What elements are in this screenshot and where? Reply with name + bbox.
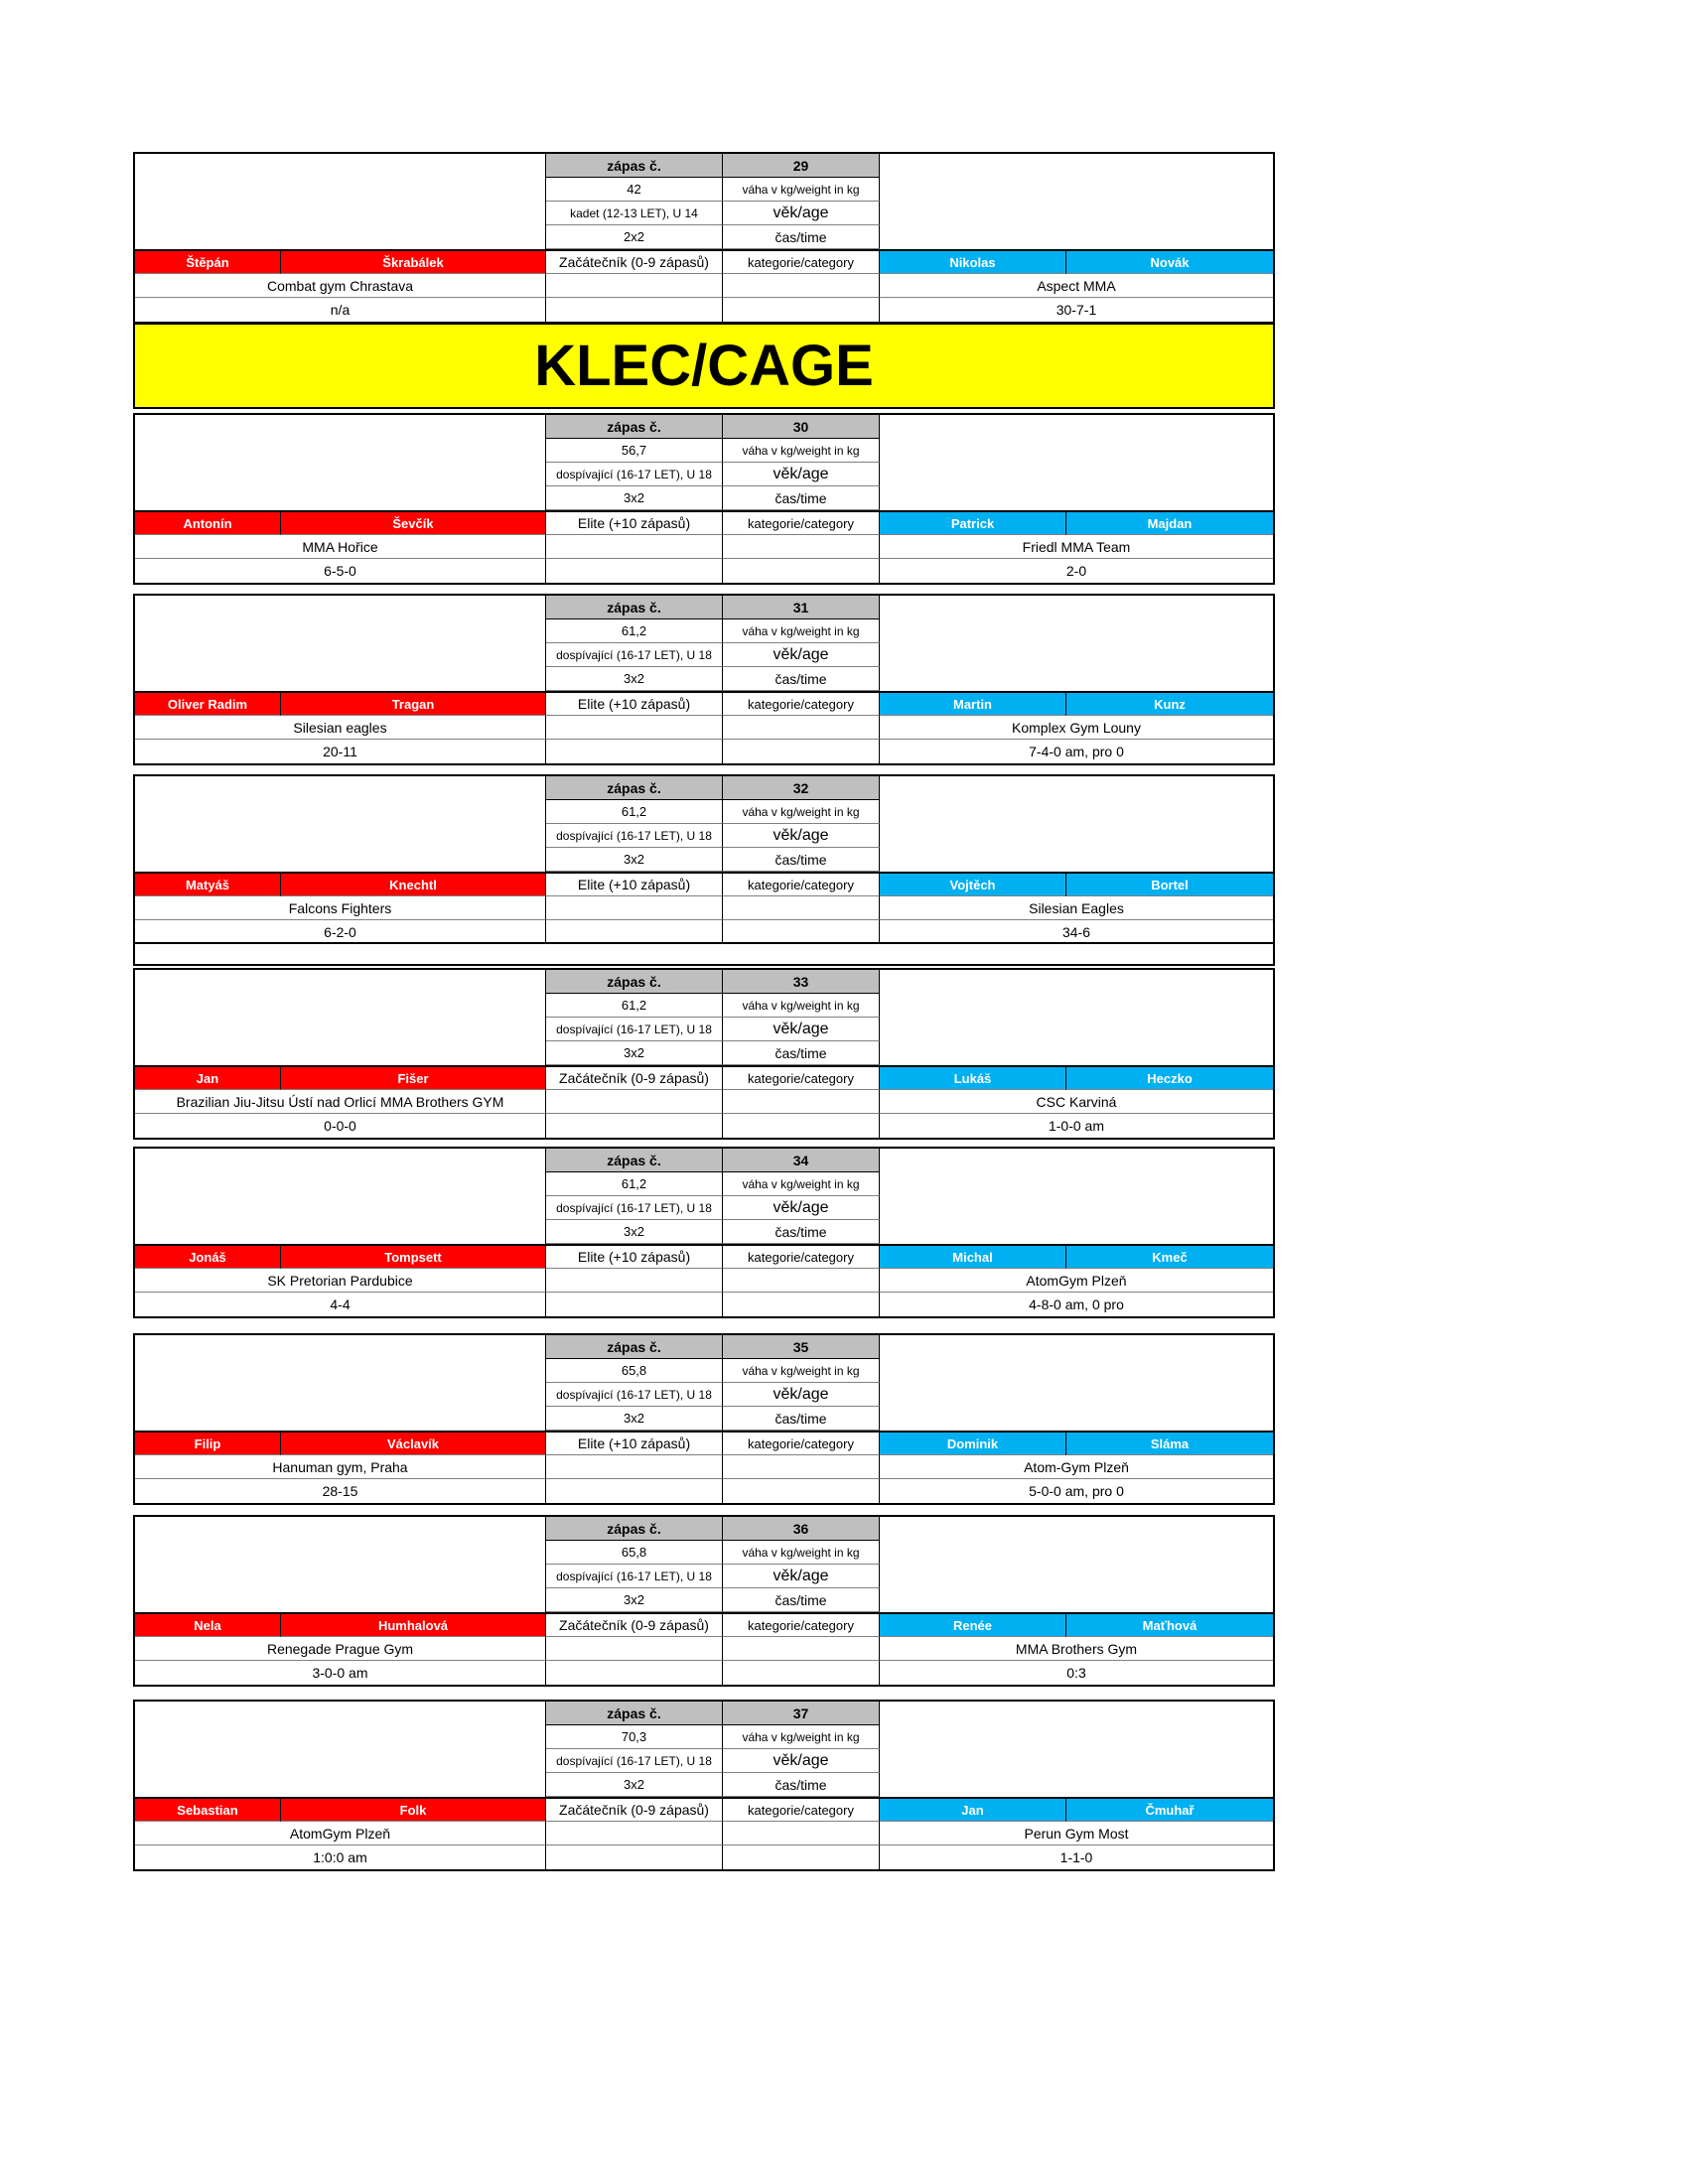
match-number-label: zápas č. (546, 596, 723, 619)
red-empty-area (135, 154, 546, 249)
age-label: věk/age (723, 1565, 880, 1588)
red-gym: Silesian eagles (135, 716, 546, 740)
weight-label: váha v kg/weight in kg (723, 439, 880, 463)
empty-cell (546, 1090, 723, 1114)
blue-empty-area (880, 970, 1273, 1065)
blue-gym: Aspect MMA (880, 274, 1273, 298)
empty-cell (546, 1637, 723, 1661)
age-value: dospívající (16-17 LET), U 18 (546, 463, 723, 486)
match-number-label: zápas č. (546, 1149, 723, 1172)
red-first-name: Jonáš (135, 1244, 281, 1269)
blue-first-name: Lukáš (880, 1065, 1066, 1090)
red-gym: Combat gym Chrastava (135, 274, 546, 298)
blue-record: 0:3 (1066, 1665, 1086, 1681)
blue-first-name: Michal (880, 1244, 1066, 1269)
empty-cell (546, 1293, 723, 1316)
red-record: 28-15 (135, 1479, 546, 1503)
red-last-name: Václavík (281, 1431, 546, 1455)
time-value: 3x2 (546, 848, 723, 872)
match-block-34 (133, 1147, 1275, 1318)
empty-separator-row (133, 942, 1275, 966)
red-first-name: Jan (135, 1065, 281, 1090)
red-first-name: Filip (135, 1431, 281, 1455)
time-label: čas/time (723, 1220, 880, 1244)
age-value: dospívající (16-17 LET), U 18 (546, 1018, 723, 1041)
time-value: 3x2 (546, 1407, 723, 1431)
red-empty-area (135, 596, 546, 691)
red-gym: AtomGym Plzeň (135, 1822, 546, 1845)
weight-value: 42 (546, 178, 723, 202)
category-value: Elite (+10 zápasů) (546, 872, 723, 896)
weight-value: 65,8 (546, 1541, 723, 1565)
blue-last-name: Čmuhař (1066, 1797, 1273, 1822)
blue-last-name: Sláma (1066, 1431, 1273, 1455)
red-last-name: Folk (281, 1797, 546, 1822)
empty-cell (723, 559, 880, 583)
age-value: dospívající (16-17 LET), U 18 (546, 1565, 723, 1588)
match-number: 31 (723, 596, 880, 619)
category-value: Elite (+10 zápasů) (546, 510, 723, 535)
category-label: kategorie/category (723, 1065, 880, 1090)
red-empty-area (135, 415, 546, 510)
match-number: 29 (723, 154, 880, 178)
weight-value: 61,2 (546, 1172, 723, 1196)
blue-gym: Komplex Gym Louny (880, 716, 1273, 740)
age-label: věk/age (723, 1018, 880, 1041)
empty-cell (723, 1661, 880, 1685)
empty-cell (723, 535, 880, 559)
empty-cell (723, 1090, 880, 1114)
blue-record: 30-7-1 (1055, 302, 1097, 318)
red-first-name: Antonín (135, 510, 281, 535)
match-number-label: zápas č. (546, 1517, 723, 1541)
category-label: kategorie/category (723, 1612, 880, 1637)
category-value: Začátečník (0-9 zápasů) (546, 1797, 723, 1822)
blue-gym: CSC Karviná (880, 1090, 1273, 1114)
match-block-31 (133, 594, 1275, 765)
empty-cell (546, 920, 723, 944)
red-gym: SK Pretorian Pardubice (135, 1269, 546, 1293)
red-empty-area (135, 970, 546, 1065)
red-first-name: Štěpán (135, 249, 281, 274)
category-label: kategorie/category (723, 691, 880, 716)
red-record: 20-11 (135, 740, 546, 763)
blue-record: 5-0-0 am, pro 0 (1029, 1483, 1124, 1499)
match-number: 35 (723, 1335, 880, 1359)
red-empty-area (135, 776, 546, 872)
red-gym: Brazilian Jiu-Jitsu Ústí nad Orlicí MMA Brothers GYM (135, 1090, 546, 1114)
blue-record: 4-8-0 am, 0 pro (1029, 1297, 1124, 1312)
blue-record: 2-0 (1065, 563, 1087, 579)
blue-first-name: Patrick (880, 510, 1066, 535)
category-label: kategorie/category (723, 1244, 880, 1269)
empty-cell (546, 274, 723, 298)
blue-empty-area (880, 1517, 1273, 1612)
empty-cell (546, 1479, 723, 1503)
match-number: 37 (723, 1702, 880, 1725)
time-value: 3x2 (546, 486, 723, 510)
empty-cell (723, 1114, 880, 1138)
time-label: čas/time (723, 486, 880, 510)
weight-label: váha v kg/weight in kg (723, 619, 880, 643)
blue-record: 7-4-0 am, pro 0 (1029, 744, 1124, 759)
blue-empty-area (880, 1702, 1273, 1797)
blue-gym: Perun Gym Most (880, 1822, 1273, 1845)
empty-cell (723, 740, 880, 763)
red-last-name: Tompsett (281, 1244, 546, 1269)
weight-label: váha v kg/weight in kg (723, 178, 880, 202)
empty-cell (546, 896, 723, 920)
weight-value: 65,8 (546, 1359, 723, 1383)
time-value: 3x2 (546, 667, 723, 691)
blue-last-name: Heczko (1066, 1065, 1273, 1090)
empty-cell (546, 298, 723, 322)
match-number: 32 (723, 776, 880, 800)
blue-empty-area (880, 415, 1273, 510)
red-first-name: Matyáš (135, 872, 281, 896)
blue-first-name: Nikolas (880, 249, 1066, 274)
match-block-37 (133, 1700, 1275, 1871)
red-record: 6-5-0 (135, 559, 546, 583)
red-first-name: Oliver Radim (135, 691, 281, 716)
time-label: čas/time (723, 225, 880, 249)
blue-gym: Atom-Gym Plzeň (880, 1455, 1273, 1479)
age-value: dospívající (16-17 LET), U 18 (546, 1383, 723, 1407)
match-number-label: zápas č. (546, 1702, 723, 1725)
empty-cell (723, 896, 880, 920)
red-last-name: Ševčík (281, 510, 546, 535)
empty-cell (723, 1845, 880, 1869)
category-value: Elite (+10 zápasů) (546, 1431, 723, 1455)
red-gym: Hanuman gym, Praha (135, 1455, 546, 1479)
time-label: čas/time (723, 1407, 880, 1431)
blue-last-name: Kunz (1066, 691, 1273, 716)
empty-cell (546, 1114, 723, 1138)
red-record: 6-2-0 (135, 920, 546, 944)
empty-cell (546, 716, 723, 740)
red-record: 3-0-0 am (135, 1661, 546, 1685)
match-number-label: zápas č. (546, 970, 723, 994)
blue-gym: Friedl MMA Team (880, 535, 1273, 559)
blue-first-name: Martin (880, 691, 1066, 716)
empty-cell (546, 740, 723, 763)
category-value: Elite (+10 zápasů) (546, 691, 723, 716)
weight-value: 56,7 (546, 439, 723, 463)
empty-cell (546, 1269, 723, 1293)
blue-gym: AtomGym Plzeň (880, 1269, 1273, 1293)
blue-empty-area (880, 1335, 1273, 1431)
weight-label: váha v kg/weight in kg (723, 1172, 880, 1196)
blue-empty-area (880, 1149, 1273, 1244)
red-record: 4-4 (135, 1293, 546, 1316)
time-label: čas/time (723, 1041, 880, 1065)
age-label: věk/age (723, 1749, 880, 1773)
category-label: kategorie/category (723, 249, 880, 274)
blue-first-name: Dominik (880, 1431, 1066, 1455)
red-last-name: Humhalová (281, 1612, 546, 1637)
age-value: dospívající (16-17 LET), U 18 (546, 1196, 723, 1220)
empty-cell (723, 1269, 880, 1293)
weight-label: váha v kg/weight in kg (723, 994, 880, 1018)
blue-last-name: Kmeč (1066, 1244, 1273, 1269)
empty-cell (723, 716, 880, 740)
age-value: dospívající (16-17 LET), U 18 (546, 824, 723, 848)
time-value: 3x2 (546, 1773, 723, 1797)
category-value: Začátečník (0-9 zápasů) (546, 1612, 723, 1637)
age-value: kadet (12-13 LET), U 14 (546, 202, 723, 225)
red-record: 1:0:0 am (135, 1845, 546, 1869)
age-label: věk/age (723, 463, 880, 486)
red-gym: MMA Hořice (135, 535, 546, 559)
age-label: věk/age (723, 643, 880, 667)
empty-cell (546, 1455, 723, 1479)
red-gym: Falcons Fighters (135, 896, 546, 920)
empty-cell (546, 1845, 723, 1869)
weight-label: váha v kg/weight in kg (723, 1541, 880, 1565)
category-label: kategorie/category (723, 872, 880, 896)
red-empty-area (135, 1335, 546, 1431)
match-block-36 (133, 1515, 1275, 1687)
match-number: 34 (723, 1149, 880, 1172)
empty-cell (723, 1479, 880, 1503)
weight-value: 61,2 (546, 994, 723, 1018)
red-last-name: Tragan (281, 691, 546, 716)
category-label: kategorie/category (723, 1797, 880, 1822)
red-first-name: Sebastian (135, 1797, 281, 1822)
red-empty-area (135, 1702, 546, 1797)
match-block-33 (133, 968, 1275, 1140)
blue-first-name: Vojtěch (880, 872, 1066, 896)
match-number-label: zápas č. (546, 776, 723, 800)
age-label: věk/age (723, 202, 880, 225)
blue-record: 34-6 (1061, 924, 1091, 940)
time-label: čas/time (723, 667, 880, 691)
age-label: věk/age (723, 1196, 880, 1220)
red-last-name: Knechtl (281, 872, 546, 896)
weight-label: váha v kg/weight in kg (723, 1359, 880, 1383)
blue-gym: Silesian Eagles (880, 896, 1273, 920)
cage-banner (133, 323, 1275, 409)
weight-label: váha v kg/weight in kg (723, 1725, 880, 1749)
empty-cell (723, 1455, 880, 1479)
match-block-29 (133, 152, 1275, 324)
category-label: kategorie/category (723, 510, 880, 535)
empty-cell (546, 535, 723, 559)
red-empty-area (135, 1149, 546, 1244)
age-label: věk/age (723, 1383, 880, 1407)
empty-cell (723, 1637, 880, 1661)
empty-cell (546, 1661, 723, 1685)
time-value: 3x2 (546, 1041, 723, 1065)
weight-label: váha v kg/weight in kg (723, 800, 880, 824)
empty-cell (723, 920, 880, 944)
blue-first-name: Jan (880, 1797, 1066, 1822)
blue-empty-area (880, 776, 1273, 872)
red-last-name: Fišer (281, 1065, 546, 1090)
empty-cell (723, 1293, 880, 1316)
match-number: 30 (723, 415, 880, 439)
match-block-32 (133, 774, 1275, 946)
time-value: 3x2 (546, 1220, 723, 1244)
red-last-name: Škrabálek (281, 249, 546, 274)
red-record: n/a (135, 298, 546, 322)
blue-last-name: Novák (1066, 249, 1273, 274)
weight-value: 70,3 (546, 1725, 723, 1749)
match-number: 33 (723, 970, 880, 994)
empty-cell (723, 298, 880, 322)
match-number-label: zápas č. (546, 1335, 723, 1359)
category-value: Začátečník (0-9 zápasů) (546, 1065, 723, 1090)
empty-cell (723, 274, 880, 298)
empty-cell (546, 1822, 723, 1845)
time-value: 3x2 (546, 1588, 723, 1612)
match-number: 36 (723, 1517, 880, 1541)
blue-last-name: Maťhová (1066, 1612, 1273, 1637)
red-record: 0-0-0 (135, 1114, 546, 1138)
category-value: Začátečník (0-9 zápasů) (546, 249, 723, 274)
blue-last-name: Bortel (1066, 872, 1273, 896)
blue-record: 1-0-0 am (1048, 1118, 1105, 1134)
age-label: věk/age (723, 824, 880, 848)
blue-empty-area (880, 154, 1273, 249)
empty-cell (546, 559, 723, 583)
blue-empty-area (880, 596, 1273, 691)
weight-value: 61,2 (546, 619, 723, 643)
cage-banner-text: KLEC/CAGE (534, 334, 874, 398)
category-label: kategorie/category (723, 1431, 880, 1455)
blue-last-name: Majdan (1066, 510, 1273, 535)
weight-value: 61,2 (546, 800, 723, 824)
age-value: dospívající (16-17 LET), U 18 (546, 1749, 723, 1773)
blue-gym: MMA Brothers Gym (880, 1637, 1273, 1661)
match-number-label: zápas č. (546, 154, 723, 178)
red-empty-area (135, 1517, 546, 1612)
match-number-label: zápas č. (546, 415, 723, 439)
blue-record: 1-1-0 (1059, 1849, 1093, 1865)
match-block-30 (133, 413, 1275, 585)
red-gym: Renegade Prague Gym (135, 1637, 546, 1661)
time-label: čas/time (723, 1773, 880, 1797)
blue-first-name: Renée (880, 1612, 1066, 1637)
time-value: 2x2 (546, 225, 723, 249)
category-value: Elite (+10 zápasů) (546, 1244, 723, 1269)
empty-cell (723, 1822, 880, 1845)
red-first-name: Nela (135, 1612, 281, 1637)
time-label: čas/time (723, 848, 880, 872)
time-label: čas/time (723, 1588, 880, 1612)
match-block-35 (133, 1333, 1275, 1505)
age-value: dospívající (16-17 LET), U 18 (546, 643, 723, 667)
